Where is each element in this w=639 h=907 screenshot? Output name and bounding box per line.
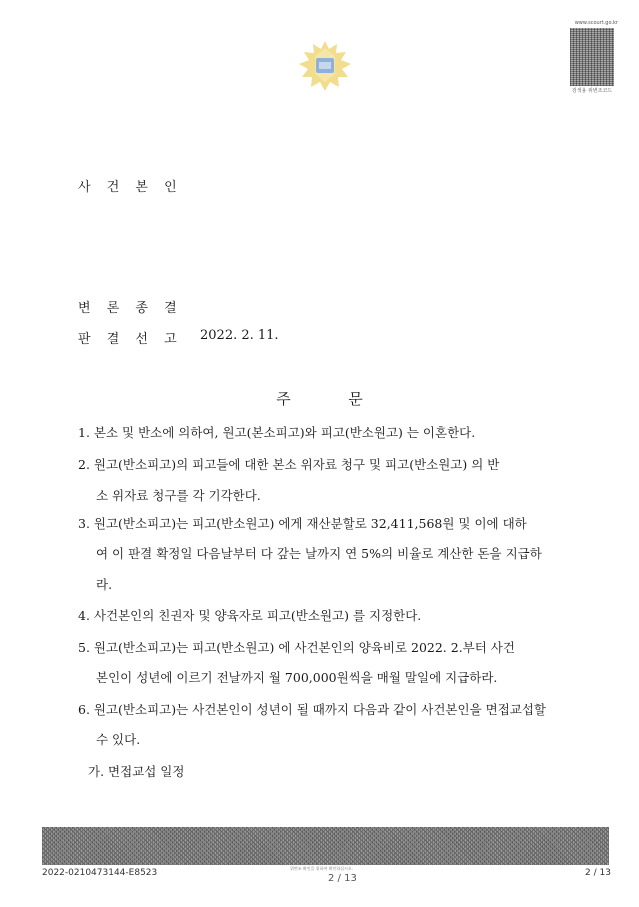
security-pattern-band	[42, 827, 609, 865]
order-title-a: 주	[276, 390, 291, 408]
verification-qr-block	[566, 20, 618, 94]
footer-notice: 위변조 확인을 위하여 확인하십시오.	[290, 866, 354, 871]
order-line: 5. 원고(반소피고)는 피고(반소원고) 에 사건본인의 양육비로 2022. 2.부터 사건	[78, 640, 515, 655]
order-line: 3. 원고(반소피고)는 피고(반소원고) 에게 재산분할로 32,411,568원 및 이에 대하	[78, 516, 527, 531]
closing-label: 변 론 종 결	[78, 301, 183, 316]
order-line: 4. 사건본인의 친권자 및 양육자로 피고(반소원고) 를 지정한다.	[78, 608, 422, 623]
order-line: 본인이 성년에 이르기 전날까지 월 700,000원씩을 매월 말일에 지급하라.	[96, 670, 498, 685]
order-line: 수 있다.	[96, 732, 141, 747]
qr-url: www.scourt.go.kr	[574, 20, 618, 26]
footer-page-center: 2 / 13	[328, 873, 357, 884]
qr-code-icon	[570, 28, 614, 86]
order-line: 가. 면접교섭 일정	[88, 764, 185, 779]
order-line: 여 이 판결 확정일 다음날부터 다 갚는 날까지 연 5%의 비율로 계산한 돈을 지급하	[96, 546, 542, 561]
case-person-label: 사 건 본 인	[78, 180, 183, 195]
judgment-date: 2022. 2. 11.	[200, 328, 279, 343]
document-id: 2022-0210473144-E8523	[42, 868, 158, 878]
order-line: 2. 원고(반소피고)의 피고들에 대한 본소 위자료 청구 및 피고(반소원고) 의 반	[78, 457, 500, 472]
order-title	[0, 388, 639, 409]
court-emblem-logo	[295, 40, 355, 92]
order-line: 소 위자료 청구를 각 기각한다.	[96, 488, 261, 503]
order-title-b: 문	[348, 390, 363, 408]
footer-page-number: 2 / 13	[585, 868, 611, 878]
order-line: 6. 원고(반소피고)는 사건본인이 성년이 될 때까지 다음과 같이 사건본인을 면접교섭할	[78, 702, 546, 717]
judgment-label: 판 결 선 고	[78, 332, 183, 347]
order-line: 1. 본소 및 반소에 의하여, 원고(본소피고)와 피고(반소원고) 는 이혼한다.	[78, 425, 476, 440]
order-line: 라.	[96, 577, 113, 592]
qr-caption: 검색용 위변조코드	[571, 88, 613, 94]
